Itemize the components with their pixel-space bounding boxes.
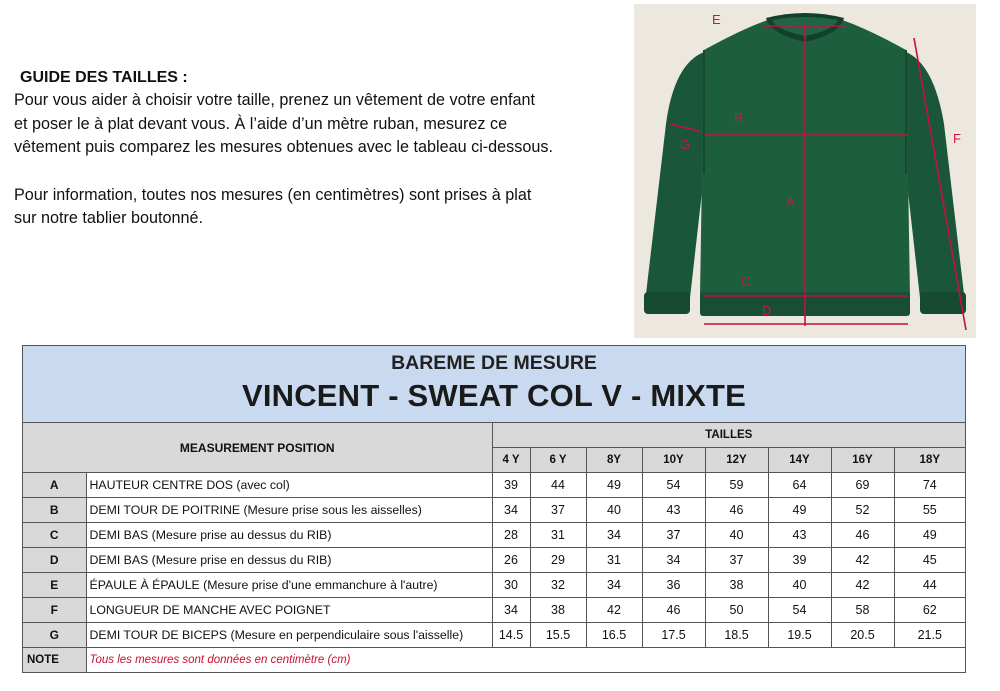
measurement-value: 39: [768, 548, 831, 573]
marker-c: C: [741, 274, 751, 289]
measurement-value: 34: [642, 548, 705, 573]
table-row: [23, 598, 965, 623]
measurement-value: 43: [768, 523, 831, 548]
note-label: NOTE: [23, 648, 86, 673]
measurement-value: 49: [894, 523, 965, 548]
measurement-label: LONGUEUR DE MANCHE AVEC POIGNET: [86, 598, 492, 623]
intro-line: et poser le à plat devant vous. À l’aide d’un mètre ruban, mesurez ce: [14, 114, 508, 133]
measurement-value: 55: [894, 498, 965, 523]
note-text: Tous les mesures sont données en centimètre (cm): [86, 648, 965, 673]
measurement-code: D: [23, 548, 86, 573]
measurement-value: 36: [642, 573, 705, 598]
measurement-value: 69: [831, 473, 894, 498]
measurement-value: 45: [894, 548, 965, 573]
measurement-value: 50: [705, 598, 768, 623]
measurement-value: 30: [492, 573, 530, 598]
intro-paragraph-2: [14, 184, 634, 231]
measurement-value: 37: [705, 548, 768, 573]
intro-paragraph-1: [14, 89, 634, 160]
measurement-value: 64: [768, 473, 831, 498]
intro-line: sur notre tablier boutonné.: [14, 209, 203, 227]
measurement-position-header: MEASUREMENT POSITION: [23, 423, 492, 473]
measurement-code: C: [23, 523, 86, 548]
measurement-value: 49: [768, 498, 831, 523]
measurement-value: 34: [492, 498, 530, 523]
measurement-value: 20.5: [831, 623, 894, 648]
measurement-value: 40: [586, 498, 642, 523]
measurement-value: 44: [894, 573, 965, 598]
measurement-code: F: [23, 598, 86, 623]
measurement-value: 15.5: [530, 623, 586, 648]
measurement-value: 43: [642, 498, 705, 523]
measurement-value: 46: [705, 498, 768, 523]
measurement-value: 32: [530, 573, 586, 598]
table-row: [23, 623, 965, 648]
marker-b: B: [734, 110, 743, 125]
note-row: [23, 648, 965, 673]
measurement-value: 14.5: [492, 623, 530, 648]
size-guide-title: GUIDE DES TAILLES :: [20, 69, 188, 86]
marker-f: F: [953, 131, 961, 146]
size-chart: [22, 345, 966, 673]
measurement-value: 46: [642, 598, 705, 623]
sweatshirt-measurement-photo: [634, 4, 976, 338]
measurement-value: 74: [894, 473, 965, 498]
measurement-value: 38: [530, 598, 586, 623]
measurement-value: 42: [586, 598, 642, 623]
measurement-value: 34: [492, 598, 530, 623]
marker-d: D: [762, 303, 772, 318]
measurement-value: 26: [492, 548, 530, 573]
size-guide-intro: [14, 66, 634, 231]
measurement-value: 18.5: [705, 623, 768, 648]
measurement-code: G: [23, 623, 86, 648]
size-header: 6 Y: [530, 448, 586, 473]
measurement-value: 34: [586, 523, 642, 548]
measurement-value: 21.5: [894, 623, 965, 648]
size-header: 18Y: [894, 448, 965, 473]
measurement-label: HAUTEUR CENTRE DOS (avec col): [86, 473, 492, 498]
measurement-code: A: [23, 473, 86, 498]
measurement-value: 40: [768, 573, 831, 598]
table-row: [23, 573, 965, 598]
marker-a: A: [786, 194, 795, 209]
measurement-value: 39: [492, 473, 530, 498]
intro-line: Pour vous aider à choisir votre taille, prenez un vêtement de votre enfant: [14, 91, 535, 109]
size-header: 16Y: [831, 448, 894, 473]
measurement-label: DEMI TOUR DE POITRINE (Mesure prise sous les aisselles): [86, 498, 492, 523]
measurement-value: 16.5: [586, 623, 642, 648]
measurement-code: E: [23, 573, 86, 598]
size-header: 10Y: [642, 448, 705, 473]
size-chart-banner: [23, 346, 965, 423]
measurements-table: [23, 423, 965, 672]
measurement-value: 37: [642, 523, 705, 548]
sizes-header: TAILLES: [492, 423, 965, 448]
measurement-value: 28: [492, 523, 530, 548]
measurement-value: 40: [705, 523, 768, 548]
measurement-value: 54: [642, 473, 705, 498]
measurement-value: 49: [586, 473, 642, 498]
size-header: 14Y: [768, 448, 831, 473]
measurement-value: 58: [831, 598, 894, 623]
table-row: [23, 523, 965, 548]
measurement-value: 31: [530, 523, 586, 548]
measurement-value: 52: [831, 498, 894, 523]
measurement-value: 44: [530, 473, 586, 498]
measurement-value: 42: [831, 548, 894, 573]
size-header: 8Y: [586, 448, 642, 473]
measurement-label: DEMI BAS (Mesure prise en dessus du RIB): [86, 548, 492, 573]
measurement-value: 29: [530, 548, 586, 573]
measurement-label: DEMI TOUR DE BICEPS (Mesure en perpendiculaire sous l'aisselle): [86, 623, 492, 648]
table-row: [23, 498, 965, 523]
measurement-value: 37: [530, 498, 586, 523]
marker-g: G: [680, 137, 691, 152]
measurement-code: B: [23, 498, 86, 523]
size-chart-title: VINCENT - SWEAT COL V - MIXTE: [241, 378, 747, 413]
size-chart-subtitle: BAREME DE MESURE: [391, 352, 597, 374]
sweatshirt-diagram: [634, 4, 976, 338]
measurement-value: 46: [831, 523, 894, 548]
size-header: 12Y: [705, 448, 768, 473]
intro-line: Pour information, toutes nos mesures (en centimètres) sont prises à plat: [14, 185, 532, 204]
size-header: 4 Y: [492, 448, 530, 473]
measurement-value: 62: [894, 598, 965, 623]
measurement-value: 54: [768, 598, 831, 623]
marker-e: E: [712, 12, 721, 27]
intro-line: vêtement puis comparez les mesures obtenues avec le tableau ci-dessous.: [14, 138, 553, 156]
measurement-label: ÉPAULE À ÉPAULE (Mesure prise d'une emmanchure à l'autre): [86, 573, 492, 598]
measurement-value: 31: [586, 548, 642, 573]
measurement-value: 19.5: [768, 623, 831, 648]
measurement-value: 42: [831, 573, 894, 598]
measurement-value: 59: [705, 473, 768, 498]
table-row: [23, 473, 965, 498]
measurement-value: 38: [705, 573, 768, 598]
table-row: [23, 548, 965, 573]
measurement-label: DEMI BAS (Mesure prise au dessus du RIB): [86, 523, 492, 548]
measurement-value: 34: [586, 573, 642, 598]
measurement-value: 17.5: [642, 623, 705, 648]
